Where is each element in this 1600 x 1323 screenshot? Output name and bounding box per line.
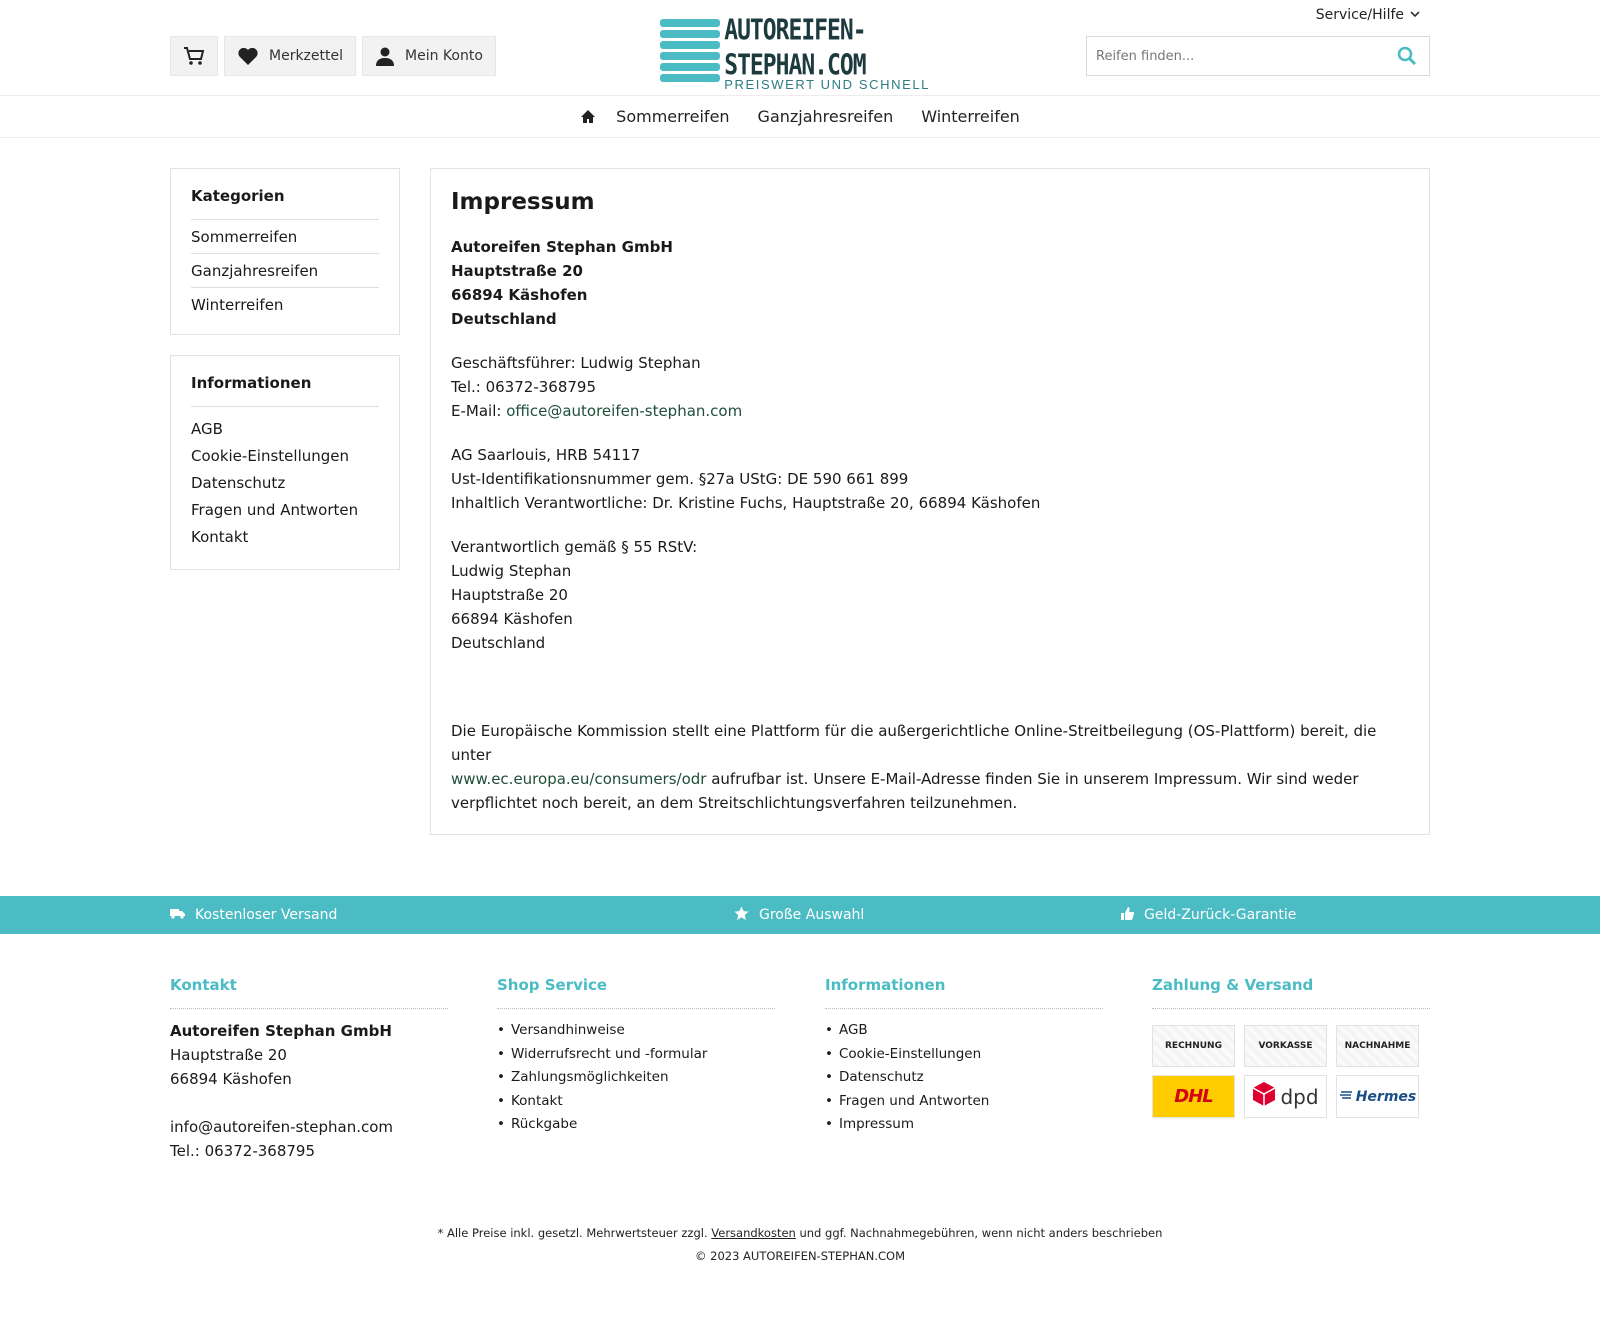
site-logo[interactable] — [660, 13, 942, 92]
payment-rechnung-badge: RECHNUNG — [1152, 1025, 1235, 1067]
sidebar-item-winterreifen[interactable]: Winterreifen — [191, 296, 284, 314]
chevron-down-icon — [1410, 10, 1420, 21]
company-city: 66894 Käshofen — [451, 286, 588, 304]
footer-contact-title: Kontakt — [170, 976, 448, 1009]
company-email-link[interactable]: office@autoreifen-stephan.com — [506, 402, 743, 420]
merkzettel-label: Merkzettel — [269, 48, 343, 64]
footer-shop-title: Shop Service — [497, 976, 775, 1009]
impressum-content — [430, 168, 1430, 835]
company-name: Autoreifen Stephan GmbH — [451, 238, 673, 256]
shipping-carriers — [1152, 1075, 1430, 1118]
rstv-street: Hauptstraße 20 — [451, 586, 568, 604]
usp-guarantee-label: Geld-Zurück-Garantie — [1144, 907, 1297, 923]
sidebar-item-datenschutz[interactable]: Datenschutz — [191, 473, 286, 492]
usp-shipping — [170, 896, 337, 934]
versandkosten-link[interactable]: Versandkosten — [711, 1226, 796, 1240]
main-navigation — [0, 95, 1600, 138]
payment-methods — [1152, 1025, 1430, 1067]
footer-city: 66894 Käshofen — [170, 1070, 292, 1088]
footer-link-datenschutz[interactable]: • Datenschutz — [825, 1066, 1103, 1090]
home-icon[interactable] — [580, 109, 596, 124]
dhl-logo: DHL — [1152, 1075, 1235, 1118]
payment-nachnahme-badge: NACHNAHME — [1336, 1025, 1419, 1067]
logo-tagline: PREISWERT UND SCHNELL — [724, 76, 931, 92]
sidebar-item-sommerreifen[interactable]: Sommerreifen — [191, 220, 379, 254]
nav-item-sommerreifen[interactable]: Sommerreifen — [616, 107, 730, 126]
sidebar-item-agb[interactable]: AGB — [191, 419, 223, 438]
footer-info-title: Informationen — [825, 976, 1103, 1009]
rstv-city: 66894 Käshofen — [451, 610, 573, 628]
sidebar-item-cookie-settings[interactable]: Cookie-Einstellungen — [191, 446, 350, 465]
account-label: Mein Konto — [405, 48, 483, 64]
footer-company: Autoreifen Stephan GmbH — [170, 1022, 392, 1040]
sidebar-information — [170, 355, 400, 570]
footer-link-widerrufsrecht[interactable]: • Widerrufsrecht und -formular — [497, 1043, 775, 1067]
footer-payment-title: Zahlung & Versand — [1152, 976, 1430, 1009]
heart-icon — [237, 46, 259, 66]
payment-vorkasse-badge: VORKASSE — [1244, 1025, 1327, 1067]
search-input[interactable] — [1087, 37, 1385, 75]
sidebar-item-kontakt[interactable]: Kontakt — [191, 527, 249, 546]
footer-email[interactable]: info@autoreifen-stephan.com — [170, 1118, 394, 1136]
rstv-name: Ludwig Stephan — [451, 562, 572, 580]
star-icon — [734, 906, 749, 925]
sidebar-information-title: Informationen — [191, 374, 312, 392]
usp-shipping-label: Kostenloser Versand — [195, 907, 338, 923]
sidebar-item-faq[interactable]: Fragen und Antworten — [191, 500, 359, 519]
search-bar — [1086, 36, 1430, 76]
footer-phone: Tel.: 06372-368795 — [170, 1142, 315, 1160]
footer-link-kontakt[interactable]: • Kontakt — [497, 1090, 775, 1114]
footer-payment-shipping — [1152, 976, 1430, 1118]
sidebar-categories-title: Kategorien — [191, 187, 285, 205]
nav-item-winterreifen[interactable]: Winterreifen — [921, 107, 1020, 126]
footer-link-zahlung[interactable]: • Zahlungsmöglichkeiten — [497, 1066, 775, 1090]
footer-link-cookie-settings[interactable]: • Cookie-Einstellungen — [825, 1043, 1103, 1067]
service-help-menu[interactable] — [1316, 7, 1420, 23]
legal-suffix: und ggf. Nachnahmegebühren, wenn nicht anders beschrieben — [795, 1226, 1163, 1240]
footer-information — [825, 976, 1103, 1137]
logo-name: AUTOREIFEN-STEPHAN.COM — [724, 13, 866, 82]
dpd-label: dpd — [1280, 1084, 1319, 1109]
footer-link-faq[interactable]: • Fragen und Antworten — [825, 1090, 1103, 1114]
company-street: Hauptstraße 20 — [451, 262, 583, 280]
hermes-logo — [1336, 1075, 1419, 1118]
rstv-title: Verantwortlich gemäß § 55 RStV: — [451, 538, 698, 556]
hermes-wing-icon — [1339, 1089, 1353, 1105]
cart-button[interactable] — [170, 36, 218, 76]
usp-bar — [0, 896, 1600, 934]
odr-link[interactable]: www.ec.europa.eu/consumers/odr — [451, 770, 707, 788]
odr-text-2: aufrufbar ist. Unsere E-Mail-Adresse finden Sie in unserem Impressum. Wir sind weder verpflichtet noch bereit, an dem Streitschlichtungsverfahren teilzunehmen. — [451, 770, 1359, 812]
footer-link-rueckgabe[interactable]: • Rückgabe — [497, 1113, 775, 1137]
dpd-logo — [1244, 1075, 1327, 1118]
page-title: Impressum — [451, 189, 595, 215]
account-toolbar — [170, 36, 496, 76]
odr-text-1: Die Europäische Kommission stellt eine Plattform für die außergerichtliche Online-Streitbeilegung (OS-Plattform) bereit, die unter — [451, 722, 1377, 764]
truck-icon — [170, 907, 185, 923]
merkzettel-button[interactable] — [224, 36, 356, 76]
search-icon[interactable] — [1385, 46, 1429, 66]
footer-contact — [170, 976, 448, 1163]
legal-prefix: * Alle Preise inkl. gesetzl. Mehrwertsteuer zzgl. — [437, 1226, 712, 1240]
legal-notice — [0, 1226, 1600, 1240]
rstv-country: Deutschland — [451, 634, 546, 652]
vat-id: Ust-Identifikationsnummer gem. §27a UStG: DE 590 661 899 — [451, 470, 909, 488]
dpd-cube-icon — [1252, 1081, 1276, 1112]
footer-street: Hauptstraße 20 — [170, 1046, 287, 1064]
content-responsible: Inhaltlich Verantwortliche: Dr. Kristine Fuchs, Hauptstraße 20, 66894 Käshofen — [451, 494, 1041, 512]
usp-selection-label: Große Auswahl — [759, 907, 865, 923]
hermes-label: Hermes — [1355, 1088, 1417, 1105]
user-icon — [375, 46, 395, 66]
copyright: © 2023 AUTOREIFEN-STEPHAN.COM — [694, 1249, 906, 1263]
footer-shop-service — [497, 976, 775, 1137]
company-phone: Tel.: 06372-368795 — [451, 378, 596, 396]
footer-link-versandhinweise[interactable]: • Versandhinweise — [497, 1019, 775, 1043]
odr-notice — [451, 719, 1409, 815]
usp-guarantee — [1121, 896, 1296, 934]
service-help-label: Service/Hilfe — [1315, 7, 1404, 23]
email-prefix: E-Mail: — [451, 402, 507, 420]
company-country: Deutschland — [451, 310, 557, 328]
logo-mark-icon — [660, 19, 706, 85]
footer-link-impressum[interactable]: • Impressum — [825, 1113, 1103, 1137]
footer-link-agb[interactable]: • AGB — [825, 1019, 1103, 1043]
thumbs-up-icon — [1121, 907, 1134, 924]
usp-selection — [734, 896, 864, 934]
commercial-register: AG Saarlouis, HRB 54117 — [451, 446, 641, 464]
managing-director: Geschäftsführer: Ludwig Stephan — [451, 354, 701, 372]
account-button[interactable] — [362, 36, 496, 76]
cart-icon — [183, 46, 205, 66]
company-email-line — [451, 399, 1409, 423]
nav-item-ganzjahresreifen[interactable]: Ganzjahresreifen — [757, 107, 894, 126]
sidebar-item-ganzjahresreifen[interactable]: Ganzjahresreifen — [191, 254, 379, 288]
sidebar-categories — [170, 168, 400, 335]
